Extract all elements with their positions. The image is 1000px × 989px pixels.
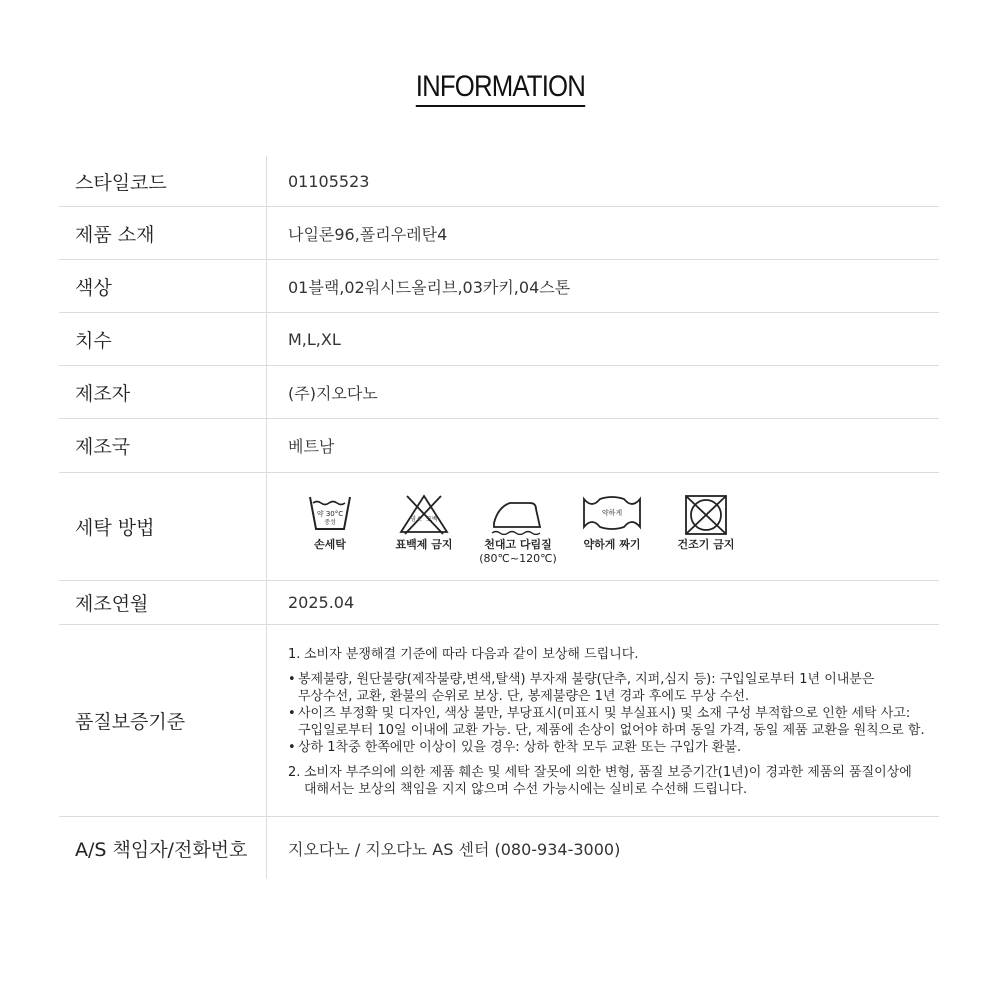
row-quality [59, 625, 939, 817]
info-table [59, 156, 939, 879]
care-label-no-bleach: 표백제 금지 [395, 538, 453, 551]
care-iron [471, 493, 565, 566]
row-material [59, 207, 939, 260]
row-wash [59, 473, 939, 581]
value-manufacture-date: 2025.04 [288, 593, 355, 612]
wash-icons [267, 473, 939, 580]
value-size: M,L,XL [288, 329, 341, 349]
row-color [59, 260, 939, 313]
row-size [59, 313, 939, 366]
value-material: 나일론96,폴리우레탄4 [288, 224, 448, 244]
hand-wash-icon [308, 493, 352, 533]
label-manufacture-date: 제조연월 [59, 581, 267, 624]
care-label-iron: 천대고 다림질 [484, 538, 552, 551]
no-bleach-bleach: 표백 [426, 516, 438, 523]
value-manufacturer: (주)지오다노 [288, 383, 378, 403]
label-quality: 품질보증기준 [59, 625, 267, 816]
care-no-tumble-dry [659, 493, 753, 552]
care-label-no-tumble-dry: 건조기 금지 [677, 538, 735, 551]
care-label-gentle-wring: 약하게 짜기 [583, 538, 641, 551]
row-as [59, 817, 939, 879]
no-bleach-icon [398, 493, 450, 535]
page-title: INFORMATION [415, 70, 584, 107]
gentle-wring-icon [582, 493, 642, 533]
value-style-code: 01105523 [288, 171, 370, 191]
quality-item-1: 1. 소비자 분쟁해결 기준에 따라 다음과 같이 보상해 드립니다. [288, 646, 639, 662]
no-bleach-chlorine: 염소 [410, 516, 422, 523]
value-color: 01블랙,02워시드올리브,03카키,04스톤 [288, 277, 571, 297]
row-country [59, 419, 939, 473]
quality-bullet-1-cont: 무상수선, 교환, 환불의 순위로 보상. 단, 봉제불량은 1년 경과 후에도 무상 수선. [298, 688, 750, 704]
value-country: 베트남 [288, 437, 335, 456]
label-style-code: 스타일코드 [59, 156, 267, 206]
quality-item-2: 2. 소비자 부주의에 의한 제품 훼손 및 세탁 잘못에 의한 변형, 품질 보증기간(1년)이 경과한 제품의 품질이상에 [288, 764, 912, 780]
label-as: A/S 책임자/전화번호 [59, 817, 267, 879]
label-color: 색상 [59, 260, 267, 312]
quality-bullet-2-cont: 구입일로부터 10일 이내에 교환 가능. 단, 제품에 손상이 없어야 하며 동일 가격, 동일 제품 교환을 원칙으로 함. [298, 722, 925, 738]
quality-item-2-cont: 대해서는 보상의 책임을 지지 않으며 수선 가능시에는 실비로 수선해 드립니다. [304, 781, 748, 797]
care-icons-row [283, 487, 753, 566]
quality-bullet-2: • 사이즈 부정확 및 디자인, 색상 불만, 부당표시(미표시 및 부실표시) 및 소재 구성 부적합으로 인한 세탁 사고: [288, 705, 911, 721]
row-manufacturer [59, 366, 939, 419]
row-style-code [59, 156, 939, 207]
label-country: 제조국 [59, 419, 267, 472]
label-material: 제품 소재 [59, 207, 267, 259]
care-label-hand-wash: 손세탁 [314, 538, 346, 551]
quality-bullet-1: • 봉제불량, 원단불량(제작불량,변색,탈색) 부자재 불량(단추, 지퍼,심지 등): 구입일로부터 1년 이내분은 [288, 671, 875, 687]
care-hand-wash [283, 493, 377, 552]
care-gentle-wring [565, 493, 659, 552]
hand-wash-temp: 약 30°C [316, 510, 344, 518]
page-title-wrap [0, 70, 1000, 107]
label-size: 치수 [59, 313, 267, 365]
gentle-wring-text: 약하게 [601, 509, 623, 517]
hand-wash-neutral: 중성 [324, 519, 336, 526]
value-as: 지오다노 / 지오다노 AS 센터 (080-934-3000) [288, 839, 621, 859]
label-manufacturer: 제조자 [59, 366, 267, 418]
no-tumble-dry-icon [683, 493, 729, 537]
care-no-bleach [377, 493, 471, 552]
label-wash: 세탁 방법 [59, 473, 267, 580]
quality-bullet-3: • 상하 1착중 한쪽에만 이상이 있을 경우: 상하 한착 모두 교환 또는 구입가 환불. [288, 739, 742, 755]
row-manufacture-date [59, 581, 939, 625]
care-sub-iron: (80℃~120℃) [479, 552, 557, 565]
iron-icon [490, 493, 546, 535]
value-quality [267, 625, 939, 816]
